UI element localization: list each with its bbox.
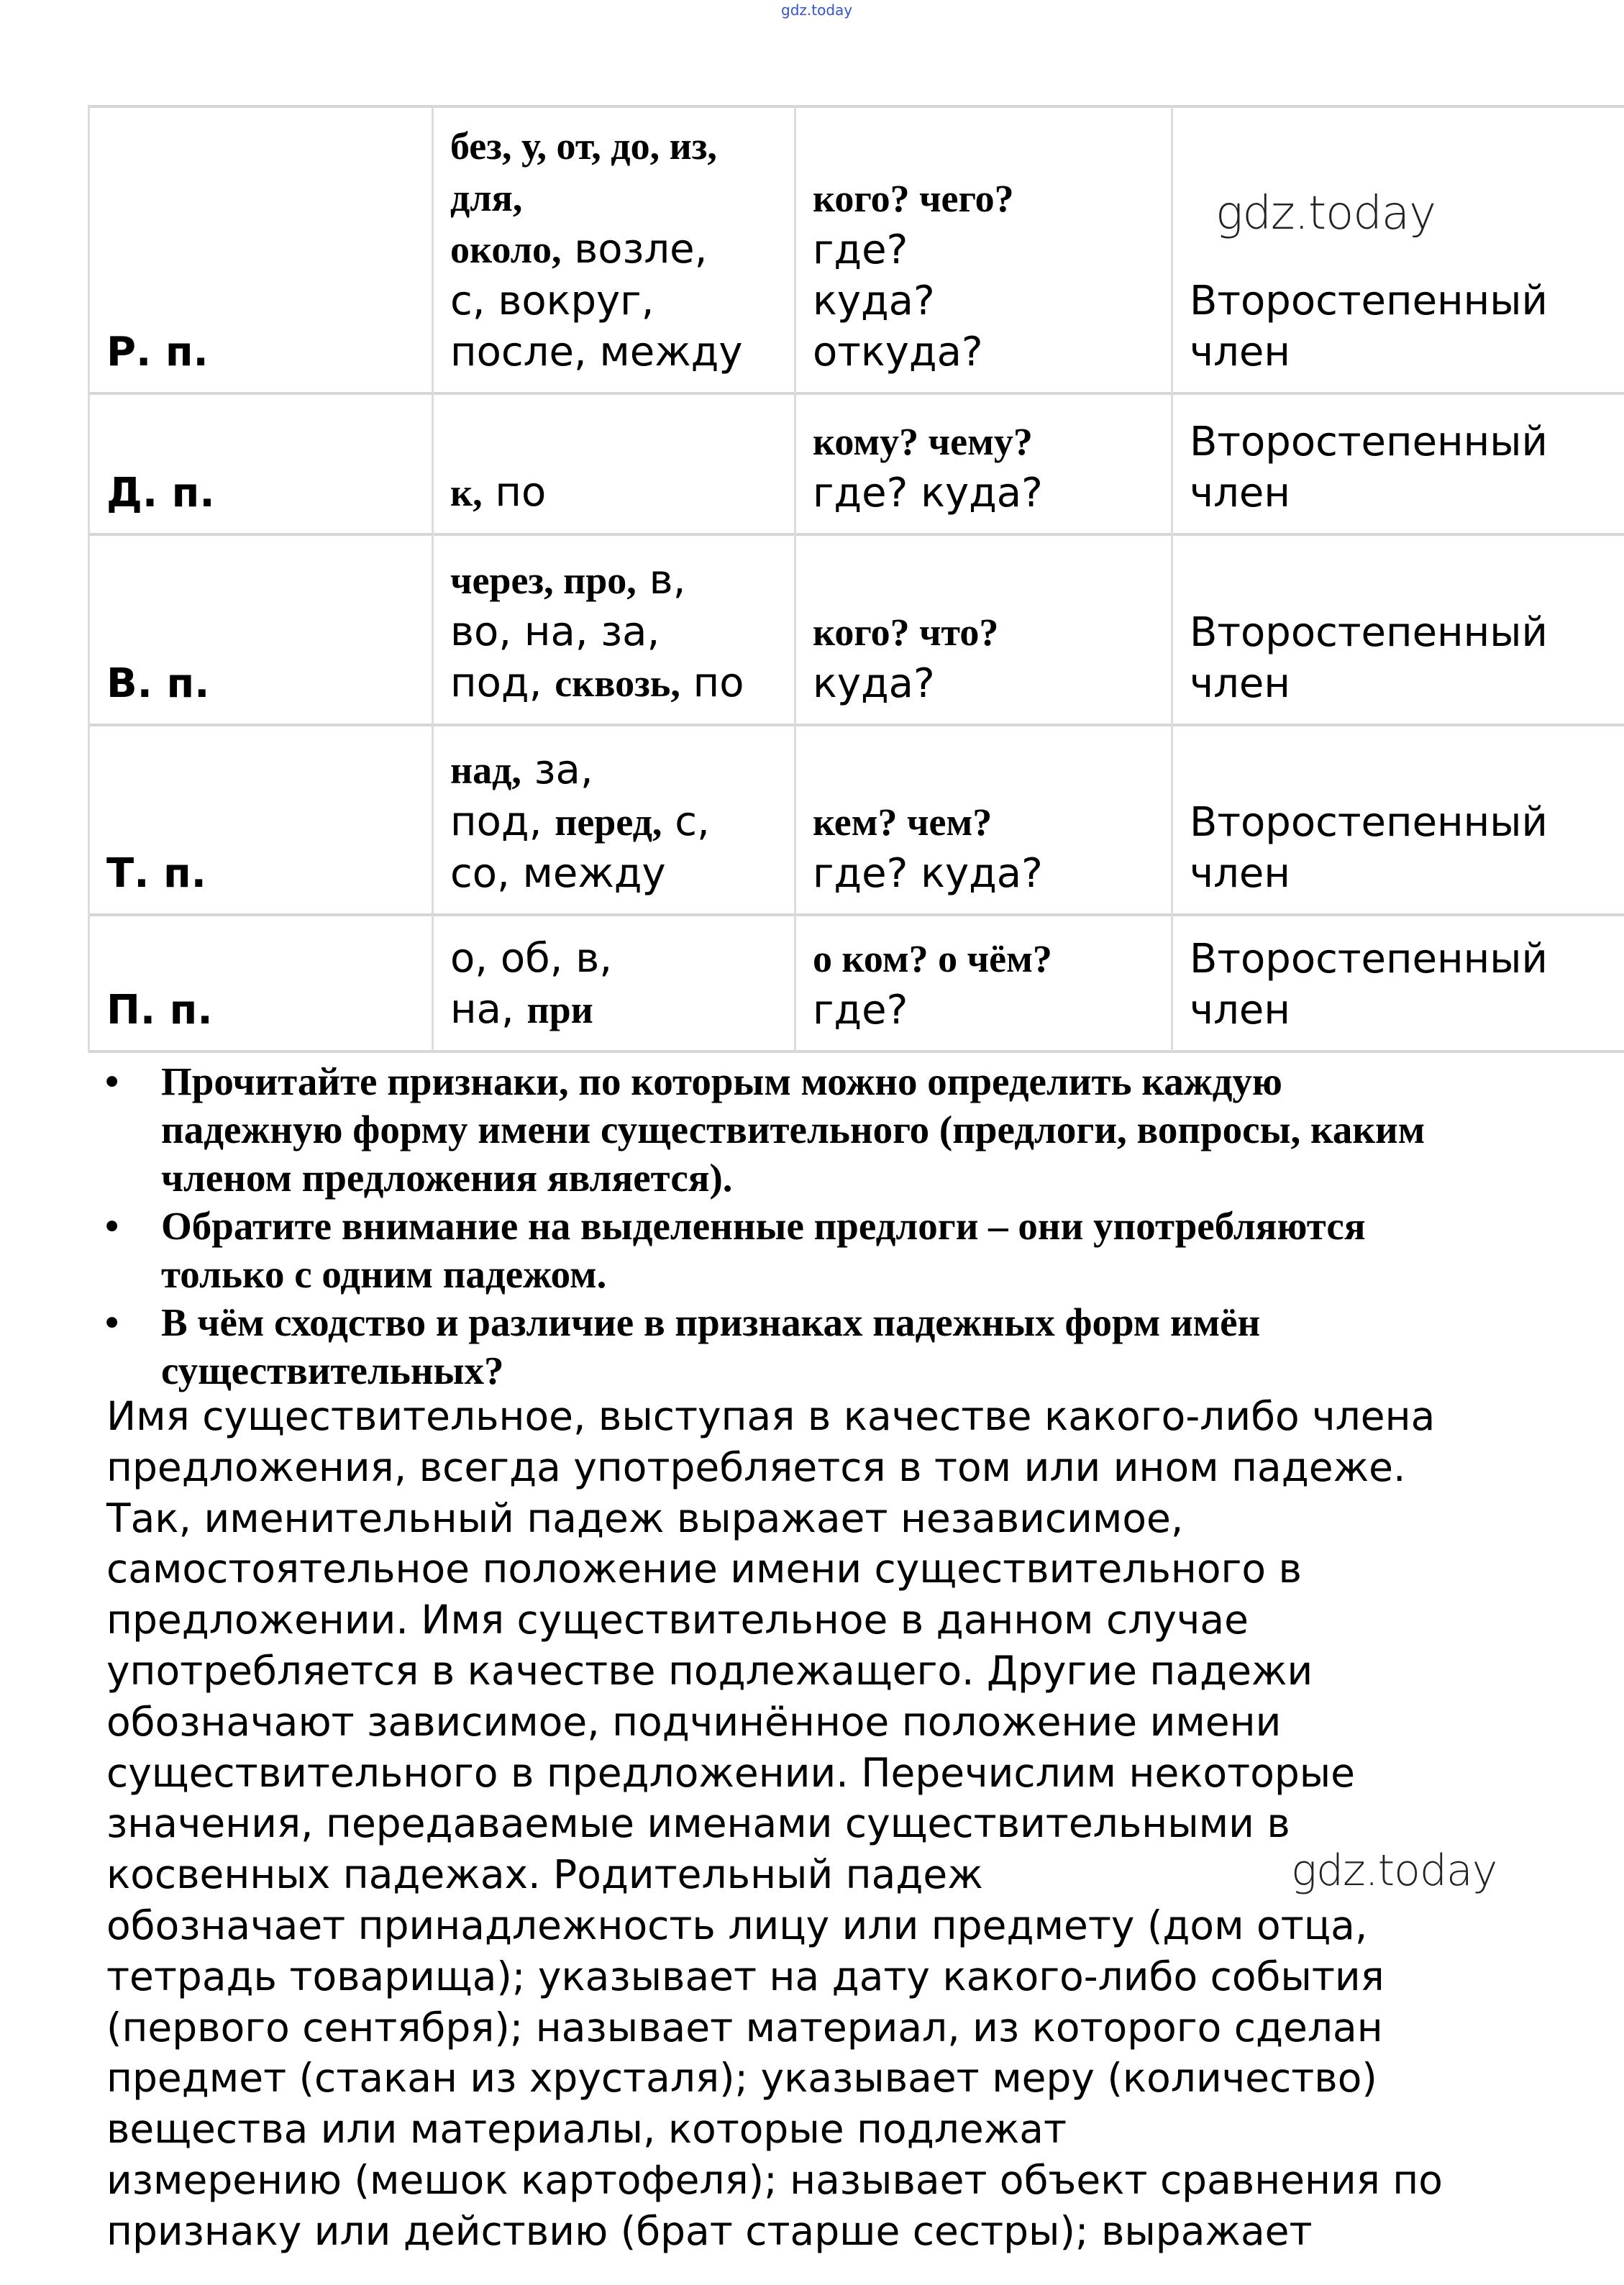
- paragraph-line: обозначают зависимое, подчинённое положение имени: [106, 1698, 1282, 1745]
- role-cell: [1190, 915, 1621, 1052]
- regular-text: откуда?: [813, 329, 983, 375]
- regular-text: куда?: [813, 660, 935, 707]
- highlighted-text: к,: [450, 471, 483, 514]
- paragraph-line: измерению (мешок картофеля); называет объект сравнения по: [106, 2156, 1443, 2203]
- case-label: Р. п.: [106, 329, 209, 375]
- paragraph-line: Имя существительное, выступая в качестве какого-либо члена: [106, 1393, 1436, 1439]
- header-watermark: gdz.today: [781, 1, 853, 19]
- paragraph-line: предложении. Имя существительное в данном случае: [106, 1597, 1249, 1643]
- role-line: член: [1190, 470, 1290, 516]
- table-column-divider: [794, 106, 796, 1052]
- bullet-line: падежную форму имени существительного (предлоги, вопросы, каким: [161, 1108, 1425, 1151]
- regular-text: в,: [636, 557, 686, 603]
- prepositions-cell: [450, 393, 791, 534]
- highlighted-text: кого? что?: [813, 611, 999, 654]
- preposition-line: [450, 848, 791, 899]
- highlighted-text: кого? чего?: [813, 177, 1014, 220]
- question-line: [813, 327, 1168, 378]
- prepositions-cell: [450, 534, 791, 725]
- role-line: Второстепенный: [1190, 419, 1548, 465]
- regular-text: после, между: [450, 329, 743, 375]
- questions-cell: [813, 915, 1168, 1052]
- bullet-line: существительных?: [161, 1349, 504, 1392]
- preposition-line: [450, 467, 791, 519]
- prepositions-cell: [450, 725, 791, 915]
- case-cell: [106, 725, 429, 915]
- table-column-divider: [1171, 106, 1173, 1052]
- highlighted-text: для,: [450, 176, 523, 219]
- paragraph-line: (первого сентября); называет материал, из которого сделан: [106, 2004, 1383, 2051]
- regular-text: где? куда?: [813, 850, 1043, 897]
- paragraph-line: обозначает принадлежность лицу или предмету (дом отца,: [106, 1902, 1368, 1948]
- highlighted-text: через, про,: [450, 559, 637, 602]
- bullet-dot-icon: •: [105, 1059, 119, 1103]
- task-bullet-list: [101, 1057, 1575, 1395]
- bullet-dot-icon: •: [105, 1204, 119, 1248]
- regular-text: на,: [450, 986, 527, 1033]
- question-line: [813, 658, 1168, 709]
- prepositions-cell: [450, 106, 791, 393]
- regular-text: с, вокруг,: [450, 278, 654, 324]
- regular-text: куда?: [813, 278, 935, 324]
- paragraph-line: признаку или действию (брат старше сестры); выражает: [106, 2207, 1313, 2254]
- highlighted-text: около,: [450, 228, 562, 271]
- role-line: Второстепенный: [1190, 799, 1548, 846]
- preposition-line: [450, 933, 791, 984]
- case-label: В. п.: [106, 660, 210, 707]
- preposition-line: [450, 984, 791, 1036]
- paragraph-line: предложения, всегда употребляется в том или ином падеже.: [106, 1443, 1406, 1490]
- preposition-line: [450, 555, 791, 606]
- role-cell: [1190, 106, 1621, 393]
- paragraph-line: самостоятельное положение имени существительного в: [106, 1546, 1302, 1592]
- paragraph-line: употребляется в качестве подлежащего. Другие падежи: [106, 1647, 1313, 1694]
- case-cell: [106, 106, 429, 393]
- regular-text: во, на, за,: [450, 608, 660, 655]
- question-line: [813, 933, 1168, 985]
- preposition-line: [450, 224, 791, 275]
- regular-text: по: [680, 660, 744, 706]
- regular-text: где?: [813, 987, 908, 1034]
- highlighted-text: кем? чем?: [813, 801, 993, 844]
- question-line: [813, 606, 1168, 658]
- paragraph-line: значения, передаваемые именами существительными в: [106, 1800, 1290, 1847]
- bullet-line: Прочитайте признаки, по которым можно определить каждую: [161, 1059, 1282, 1103]
- question-line: [813, 173, 1168, 224]
- role-line: член: [1190, 987, 1290, 1034]
- table-column-divider: [88, 106, 90, 1052]
- paragraph-line: тетрадь товарища); указывает на дату какого-либо события: [106, 1953, 1384, 1999]
- bullet-line: Обратите внимание на выделенные предлоги – они употребляются: [161, 1204, 1366, 1248]
- preposition-line: [450, 275, 791, 327]
- highlighted-text: кому? чему?: [813, 420, 1033, 463]
- role-line: член: [1190, 850, 1290, 897]
- role-line: член: [1190, 660, 1290, 707]
- preposition-line: [450, 744, 791, 796]
- case-table: [88, 106, 1624, 1052]
- prepositions-cell: [450, 915, 791, 1052]
- case-cell: [106, 915, 429, 1052]
- case-label: Д. п.: [106, 470, 215, 516]
- question-line: [813, 985, 1168, 1036]
- regular-text: по: [482, 469, 547, 516]
- case-label: Т. п.: [106, 850, 206, 897]
- question-line: [813, 416, 1168, 468]
- preposition-line: [450, 327, 791, 378]
- role-line: Второстепенный: [1190, 936, 1548, 982]
- paragraph-line: предмет (стакан из хрусталя); указывает меру (количество): [106, 2055, 1377, 2102]
- regular-text: о, об, в,: [450, 935, 613, 982]
- question-line: [813, 796, 1168, 848]
- regular-text: за,: [521, 747, 593, 793]
- questions-cell: [813, 106, 1168, 393]
- regular-text: где? куда?: [813, 470, 1043, 516]
- preposition-line: [450, 657, 791, 709]
- bullet-item: [101, 1298, 1575, 1395]
- regular-text: с,: [662, 798, 710, 845]
- highlighted-text: без, у, от, до, из,: [450, 124, 717, 168]
- regular-text: со, между: [450, 850, 666, 897]
- highlighted-text: перед,: [555, 801, 662, 844]
- highlighted-text: о ком? о чём?: [813, 937, 1052, 980]
- bullet-line: только с одним падежом.: [161, 1252, 607, 1296]
- watermark-text: gdz.today: [1215, 187, 1436, 240]
- preposition-line: [450, 172, 791, 224]
- regular-text: под,: [450, 798, 555, 845]
- role-line: Второстепенный: [1190, 278, 1548, 324]
- case-cell: [106, 534, 429, 725]
- paragraph-line: существительного в предложении. Перечислим некоторые: [106, 1749, 1356, 1796]
- bullet-item: [101, 1202, 1575, 1298]
- role-cell: [1190, 534, 1621, 725]
- questions-cell: [813, 393, 1168, 534]
- highlighted-text: над,: [450, 749, 521, 792]
- highlighted-text: при: [526, 988, 593, 1031]
- paragraph-line: Так, именительный падеж выражает независимое,: [106, 1495, 1184, 1541]
- role-line: Второстепенный: [1190, 609, 1548, 656]
- question-line: [813, 468, 1168, 519]
- role-cell: [1190, 725, 1621, 915]
- question-line: [813, 848, 1168, 899]
- questions-cell: [813, 534, 1168, 725]
- watermark-text: gdz.today: [1291, 1846, 1497, 1896]
- preposition-line: [450, 796, 791, 848]
- case-cell: [106, 393, 429, 534]
- explanation-paragraph: [106, 1391, 1443, 2257]
- paragraph-line: вещества или материалы, которые подлежат: [106, 2106, 1067, 2153]
- regular-text: где?: [813, 227, 908, 273]
- preposition-line: [450, 606, 791, 657]
- paragraph-line: косвенных падежах. Родительный падеж: [106, 1851, 983, 1898]
- highlighted-text: сквозь,: [555, 662, 680, 705]
- regular-text: под,: [450, 660, 555, 706]
- table-column-divider: [432, 106, 434, 1052]
- role-cell: [1190, 393, 1621, 534]
- bullet-line: членом предложения является).: [161, 1156, 733, 1200]
- bullet-line: В чём сходство и различие в признаках падежных форм имён: [161, 1300, 1261, 1344]
- bullet-dot-icon: •: [105, 1300, 119, 1344]
- question-line: [813, 224, 1168, 275]
- role-line: член: [1190, 329, 1290, 375]
- bullet-item: [101, 1057, 1575, 1202]
- questions-cell: [813, 725, 1168, 915]
- preposition-line: [450, 120, 791, 172]
- question-line: [813, 275, 1168, 327]
- case-label: П. п.: [106, 987, 213, 1034]
- regular-text: возле,: [561, 226, 708, 273]
